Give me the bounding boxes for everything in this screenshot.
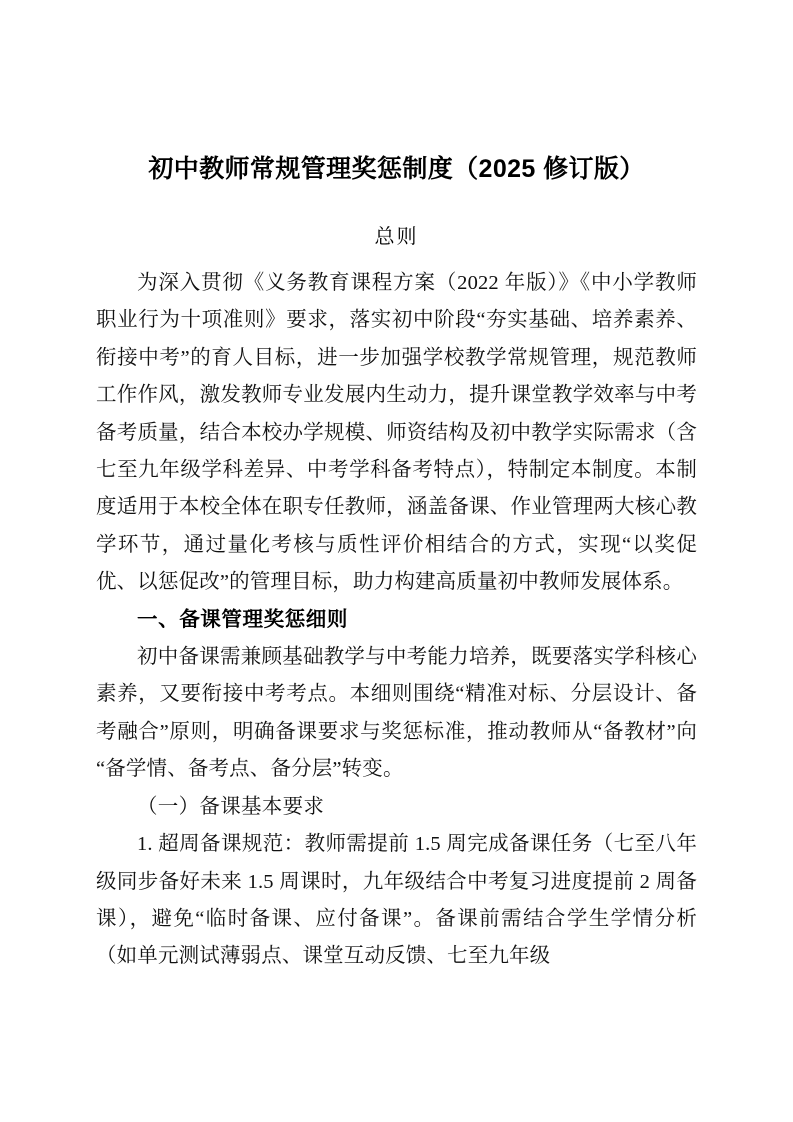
paragraph-section-one-intro: 初中备课需兼顾基础教学与中考能力培养，既要落实学科核心素养，又要衔接中考考点。本细则围绕“精准对标、分层设计、备考融合”原则，明确备课要求与奖惩标准，推动教师从“备教材”向“备学情、备考点、备分层”转变。 bbox=[96, 646, 697, 781]
document-body bbox=[96, 265, 697, 976]
heading-subsection-one-one: （一）备课基本要求 bbox=[137, 795, 325, 818]
paragraph-item-one: 1. 超周备课规范：教师需提前 1.5 周完成备课任务（七至八年级同步备好未来 1.5 周课时，九年级结合中考复习进度提前 2 周备课），避免“临时备课、应付备课”。备课前需结合学生学情分析（如单元测试薄弱点、课堂互动反馈、七至九年级 bbox=[96, 833, 697, 968]
section-heading-general-principles: 总则 bbox=[374, 226, 419, 248]
heading-section-one: 一、备课管理奖惩细则 bbox=[137, 608, 348, 631]
paragraph-preamble: 为深入贯彻《义务教育课程方案（2022 年版）》《中小学教师职业行为十项准则》要求，落实初中阶段“夯实基础、培养素养、衔接中考”的育人目标，进一步加强学校教学常规管理，规范教师工作作风，激发教师专业发展内生动力，提升课堂教学效率与中考备考质量，结合本校办学规模、师资结构及初中教学实际需求（含七至九年级学科差异、中考学科备考特点），特制定本制度。本制度适用于本校全体在职专任教师，涵盖备课、作业管理两大核心教学环节，通过量化考核与质性评价相结合的方式，实现“以奖促优、以惩促改”的管理目标，助力构建高质量初中教师发展体系。 bbox=[96, 272, 697, 594]
page-title: 初中教师常规管理奖惩制度（2025 修订版） bbox=[148, 155, 645, 183]
